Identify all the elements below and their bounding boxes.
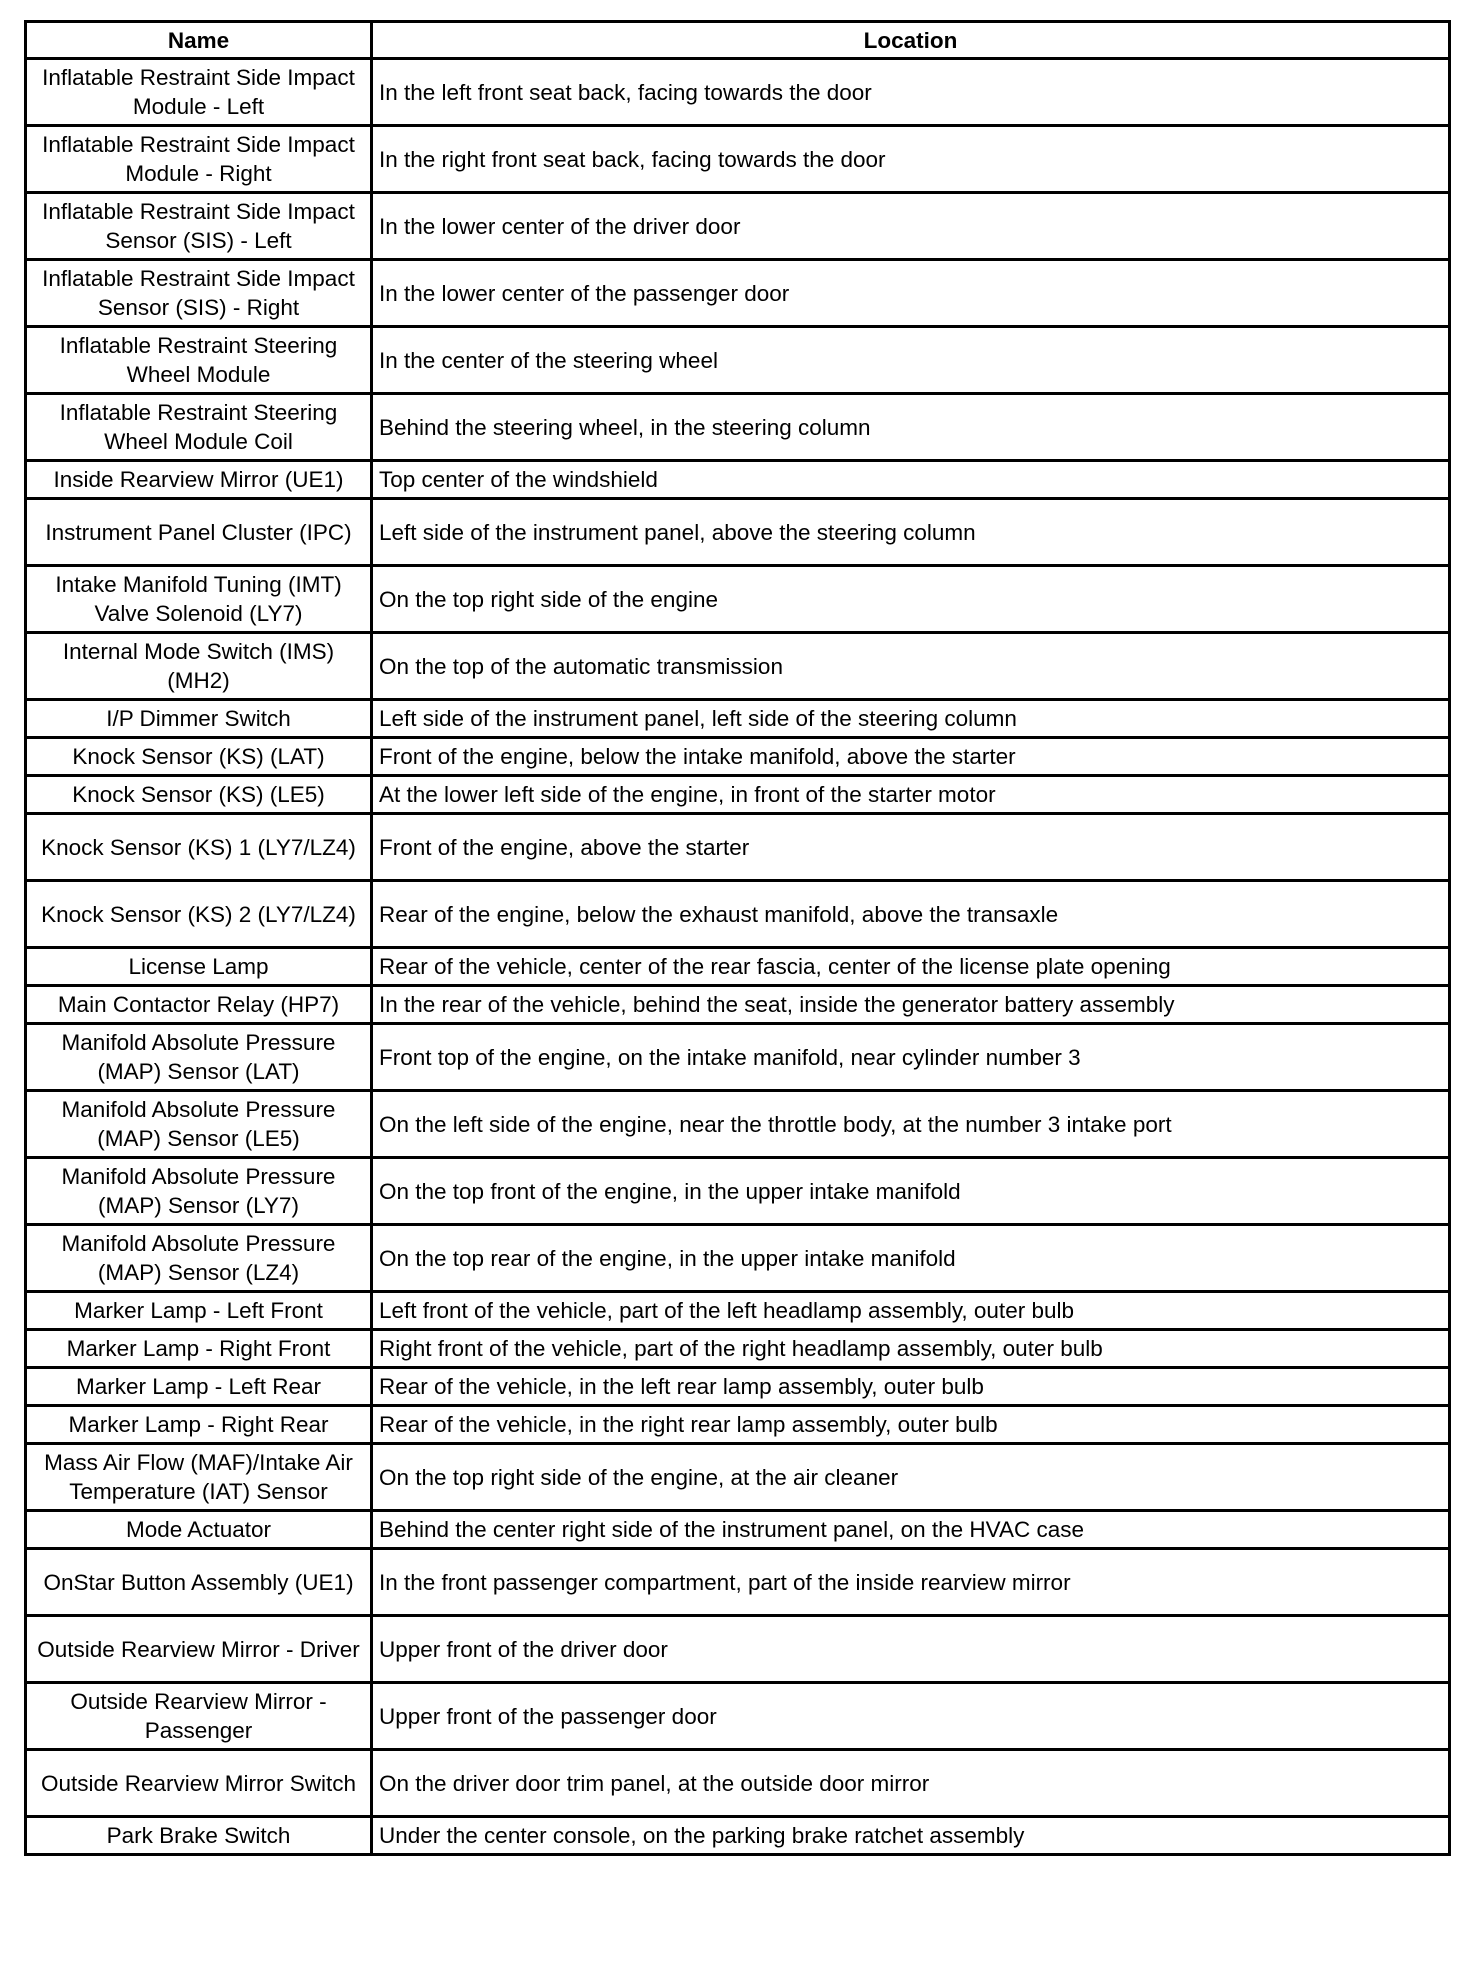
component-location-cell: Front top of the engine, on the intake manifold, near cylinder number 3 [372,1024,1450,1091]
component-location-cell: In the front passenger compartment, part of the inside rearview mirror [372,1549,1450,1616]
table-row [26,1511,1450,1549]
component-name-cell: Mass Air Flow (MAF)/Intake Air Temperature (IAT) Sensor [26,1444,372,1511]
component-location-cell: Upper front of the passenger door [372,1683,1450,1750]
header-row [26,22,1450,59]
header-location: Location [372,22,1450,59]
table-row [26,566,1450,633]
table-row [26,986,1450,1024]
table-row [26,633,1450,700]
component-name-cell: Marker Lamp - Right Rear [26,1406,372,1444]
component-name-cell: Intake Manifold Tuning (IMT) Valve Solenoid (LY7) [26,566,372,633]
table-row [26,948,1450,986]
component-location-cell: In the rear of the vehicle, behind the seat, inside the generator battery assembly [372,986,1450,1024]
component-location-cell: In the right front seat back, facing towards the door [372,126,1450,193]
table-row [26,126,1450,193]
table-row [26,1549,1450,1616]
component-name-cell: Manifold Absolute Pressure (MAP) Sensor (LAT) [26,1024,372,1091]
component-location-cell: On the top rear of the engine, in the upper intake manifold [372,1225,1450,1292]
component-name-cell: Park Brake Switch [26,1817,372,1855]
component-name-cell: Main Contactor Relay (HP7) [26,986,372,1024]
table-row [26,814,1450,881]
table-row [26,1683,1450,1750]
component-location-cell: Under the center console, on the parking brake ratchet assembly [372,1817,1450,1855]
table-row [26,1330,1450,1368]
component-location-cell: Rear of the vehicle, in the left rear lamp assembly, outer bulb [372,1368,1450,1406]
component-location-cell: Right front of the vehicle, part of the right headlamp assembly, outer bulb [372,1330,1450,1368]
component-location-cell: On the top right side of the engine, at the air cleaner [372,1444,1450,1511]
component-name-cell: Manifold Absolute Pressure (MAP) Sensor (LY7) [26,1158,372,1225]
component-name-cell: Outside Rearview Mirror Switch [26,1750,372,1817]
table-row [26,499,1450,566]
header-name: Name [26,22,372,59]
table-row [26,59,1450,126]
table-row [26,776,1450,814]
table-row [26,1616,1450,1683]
component-location-table [24,20,1451,1856]
component-name-cell: Manifold Absolute Pressure (MAP) Sensor (LE5) [26,1091,372,1158]
table-row [26,700,1450,738]
table-row [26,1817,1450,1855]
component-name-cell: Marker Lamp - Left Rear [26,1368,372,1406]
component-name-cell: Knock Sensor (KS) 1 (LY7/LZ4) [26,814,372,881]
table-row [26,1444,1450,1511]
component-location-cell: In the center of the steering wheel [372,327,1450,394]
component-location-cell: Front of the engine, above the starter [372,814,1450,881]
component-location-cell: Rear of the vehicle, in the right rear lamp assembly, outer bulb [372,1406,1450,1444]
table-row [26,394,1450,461]
component-name-cell: OnStar Button Assembly (UE1) [26,1549,372,1616]
component-location-cell: Rear of the engine, below the exhaust manifold, above the transaxle [372,881,1450,948]
table-row [26,1368,1450,1406]
component-name-cell: Inflatable Restraint Steering Wheel Module [26,327,372,394]
component-name-cell: Mode Actuator [26,1511,372,1549]
component-location-cell: Top center of the windshield [372,461,1450,499]
component-location-cell: In the left front seat back, facing towards the door [372,59,1450,126]
table-row [26,881,1450,948]
component-location-cell: On the top right side of the engine [372,566,1450,633]
component-name-cell: Outside Rearview Mirror - Driver [26,1616,372,1683]
table-row [26,1091,1450,1158]
table-row [26,327,1450,394]
component-location-cell: Left front of the vehicle, part of the left headlamp assembly, outer bulb [372,1292,1450,1330]
table-row [26,1750,1450,1817]
component-location-cell: In the lower center of the driver door [372,193,1450,260]
table-row [26,260,1450,327]
component-location-cell: At the lower left side of the engine, in front of the starter motor [372,776,1450,814]
component-location-cell: Upper front of the driver door [372,1616,1450,1683]
component-name-cell: Inflatable Restraint Side Impact Module - Right [26,126,372,193]
component-name-cell: Inside Rearview Mirror (UE1) [26,461,372,499]
component-location-cell: On the driver door trim panel, at the outside door mirror [372,1750,1450,1817]
table-header [26,22,1450,59]
component-location-cell: On the left side of the engine, near the throttle body, at the number 3 intake port [372,1091,1450,1158]
table-row [26,738,1450,776]
component-location-cell: Left side of the instrument panel, above the steering column [372,499,1450,566]
component-name-cell: Knock Sensor (KS) (LAT) [26,738,372,776]
component-name-cell: Internal Mode Switch (IMS) (MH2) [26,633,372,700]
component-location-cell: Left side of the instrument panel, left side of the steering column [372,700,1450,738]
table-row [26,1024,1450,1091]
component-name-cell: Inflatable Restraint Steering Wheel Module Coil [26,394,372,461]
table-row [26,1292,1450,1330]
table-row [26,461,1450,499]
component-name-cell: Marker Lamp - Right Front [26,1330,372,1368]
component-location-cell: Behind the steering wheel, in the steering column [372,394,1450,461]
component-location-cell: Rear of the vehicle, center of the rear fascia, center of the license plate opening [372,948,1450,986]
table-row [26,1406,1450,1444]
component-name-cell: Inflatable Restraint Side Impact Sensor (SIS) - Left [26,193,372,260]
table-row [26,1225,1450,1292]
component-name-cell: I/P Dimmer Switch [26,700,372,738]
component-location-cell: Behind the center right side of the instrument panel, on the HVAC case [372,1511,1450,1549]
table-row [26,193,1450,260]
table-body [26,59,1450,1855]
component-location-cell: On the top front of the engine, in the upper intake manifold [372,1158,1450,1225]
table-row [26,1158,1450,1225]
component-name-cell: Marker Lamp - Left Front [26,1292,372,1330]
component-name-cell: Inflatable Restraint Side Impact Sensor (SIS) - Right [26,260,372,327]
component-name-cell: Manifold Absolute Pressure (MAP) Sensor (LZ4) [26,1225,372,1292]
component-location-cell: On the top of the automatic transmission [372,633,1450,700]
component-name-cell: Knock Sensor (KS) 2 (LY7/LZ4) [26,881,372,948]
component-location-cell: Front of the engine, below the intake manifold, above the starter [372,738,1450,776]
component-location-cell: In the lower center of the passenger door [372,260,1450,327]
component-name-cell: Outside Rearview Mirror - Passenger [26,1683,372,1750]
component-name-cell: License Lamp [26,948,372,986]
component-name-cell: Instrument Panel Cluster (IPC) [26,499,372,566]
component-name-cell: Inflatable Restraint Side Impact Module - Left [26,59,372,126]
component-name-cell: Knock Sensor (KS) (LE5) [26,776,372,814]
